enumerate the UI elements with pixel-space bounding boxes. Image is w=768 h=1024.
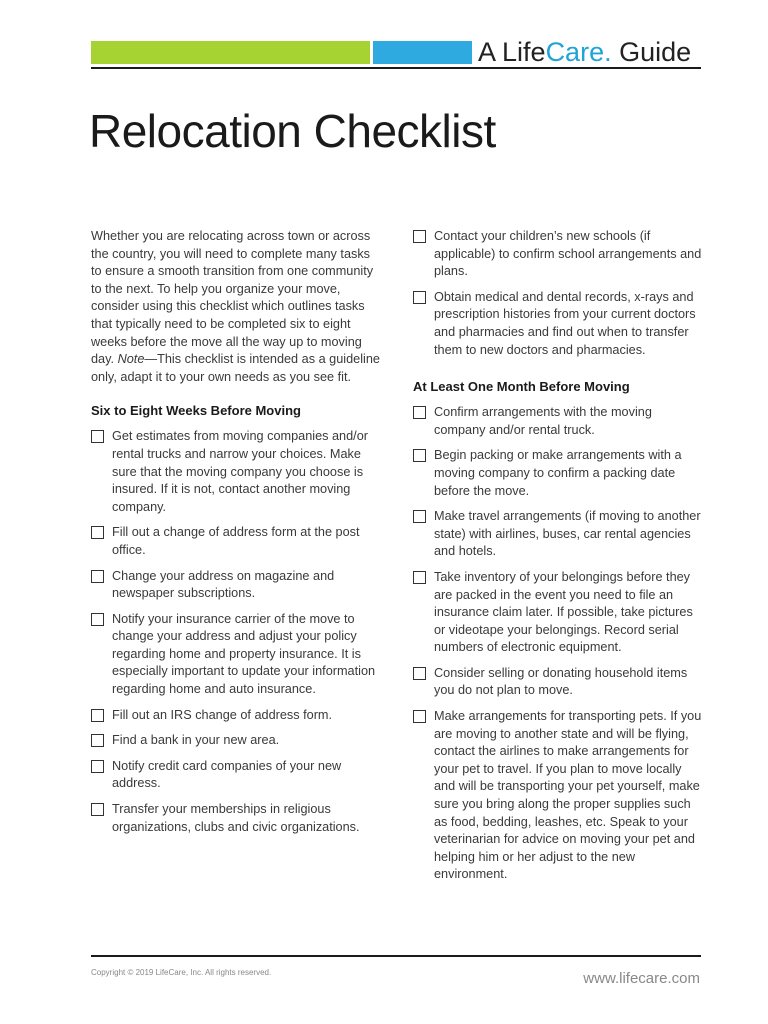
checklist-item: Fill out a change of address form at the post office.: [91, 524, 381, 559]
brand-logo: A LifeCare. Guide: [478, 37, 692, 67]
checklist-item: Notify credit card companies of your new address.: [91, 758, 381, 793]
right-column: [413, 228, 703, 892]
header-divider: [91, 67, 701, 69]
checkbox[interactable]: [91, 526, 104, 539]
checkbox[interactable]: [413, 230, 426, 243]
checklist-item: Make travel arrangements (if moving to another state) with airlines, buses, car rental agencies and hotels.: [413, 508, 703, 561]
header-green-bar: [91, 41, 370, 64]
section-heading-one-month: At Least One Month Before Moving: [413, 379, 630, 395]
checkbox[interactable]: [91, 430, 104, 443]
checkbox[interactable]: [91, 613, 104, 626]
checkbox[interactable]: [413, 406, 426, 419]
checklist-item: Fill out an IRS change of address form.: [91, 707, 381, 725]
checkbox[interactable]: [413, 571, 426, 584]
copyright-text: Copyright © 2019 LifeCare, Inc. All rights reserved.: [91, 968, 272, 977]
checkbox[interactable]: [91, 709, 104, 722]
checkbox[interactable]: [413, 510, 426, 523]
checkbox[interactable]: [91, 570, 104, 583]
checklist-item: Change your address on magazine and newspaper subscriptions.: [91, 568, 381, 603]
checkbox[interactable]: [413, 667, 426, 680]
checkbox[interactable]: [91, 760, 104, 773]
checklist-item: Begin packing or make arrangements with a moving company to confirm a packing date before the move.: [413, 447, 703, 500]
checkbox[interactable]: [413, 710, 426, 723]
checklist-item: Make arrangements for transporting pets. If you are moving to another state and will be flying, contact the airlines to make arrangements for your pet to travel. If you plan to move locally and will be transporting your pet yourself, make sure you bring along the proper supplies such as food, bedding, leashes, etc. Speak to your veterinarian for advice on moving your pet and helping him or her adjust to the new environment.: [413, 708, 703, 884]
checklist-item: Transfer your memberships in religious organizations, clubs and civic organizations.: [91, 801, 381, 836]
header-blue-bar: [373, 41, 472, 64]
checkbox[interactable]: [413, 291, 426, 304]
checkbox[interactable]: [91, 803, 104, 816]
footer-divider: [91, 955, 701, 957]
intro-paragraph: Whether you are relocating across town or across the country, you will need to complete many tasks to ensure a smooth transition from one community to the next. To help you organize your move, consider using this checklist which outlines tasks that typically need to be completed six to eight weeks before the move all the way up to moving day. Note—This checklist is intended as a guideline only, adapt it to your own needs as you see fit.: [91, 229, 380, 384]
left-column: [91, 228, 381, 844]
section-heading-six-to-eight-weeks: Six to Eight Weeks Before Moving: [91, 403, 301, 419]
checklist-item: Take inventory of your belongings before they are packed in the event you need to file an insurance claim later. If possible, take pictures or videotape your belongings. Record serial numbers of electronic equipment.: [413, 569, 703, 657]
checkbox[interactable]: [413, 449, 426, 462]
checklist-item: Notify your insurance carrier of the move to change your address and adjust your policy regarding home and property insurance. It is especially important to update your information regarding home and auto insurance.: [91, 611, 381, 699]
checklist-item: Confirm arrangements with the moving company and/or rental truck.: [413, 404, 703, 439]
checklist-item: Obtain medical and dental records, x-rays and prescription histories from your current doctors and pharmacies and find out when to transfer them to new doctors and pharmacies.: [413, 289, 703, 359]
checklist-item: Find a bank in your new area.: [91, 732, 381, 750]
page-title: Relocation Checklist: [89, 105, 496, 157]
checklist-item: Get estimates from moving companies and/or rental trucks and narrow your choices. Make sure that the moving company you choose is insured. If it is not, contact another moving company.: [91, 428, 381, 516]
checklist-item: Contact your children’s new schools (if applicable) to confirm school arrangements and plans.: [413, 228, 703, 281]
checklist-item: Consider selling or donating household items you do not plan to move.: [413, 665, 703, 700]
checkbox[interactable]: [91, 734, 104, 747]
website-link[interactable]: www.lifecare.com: [583, 970, 700, 987]
